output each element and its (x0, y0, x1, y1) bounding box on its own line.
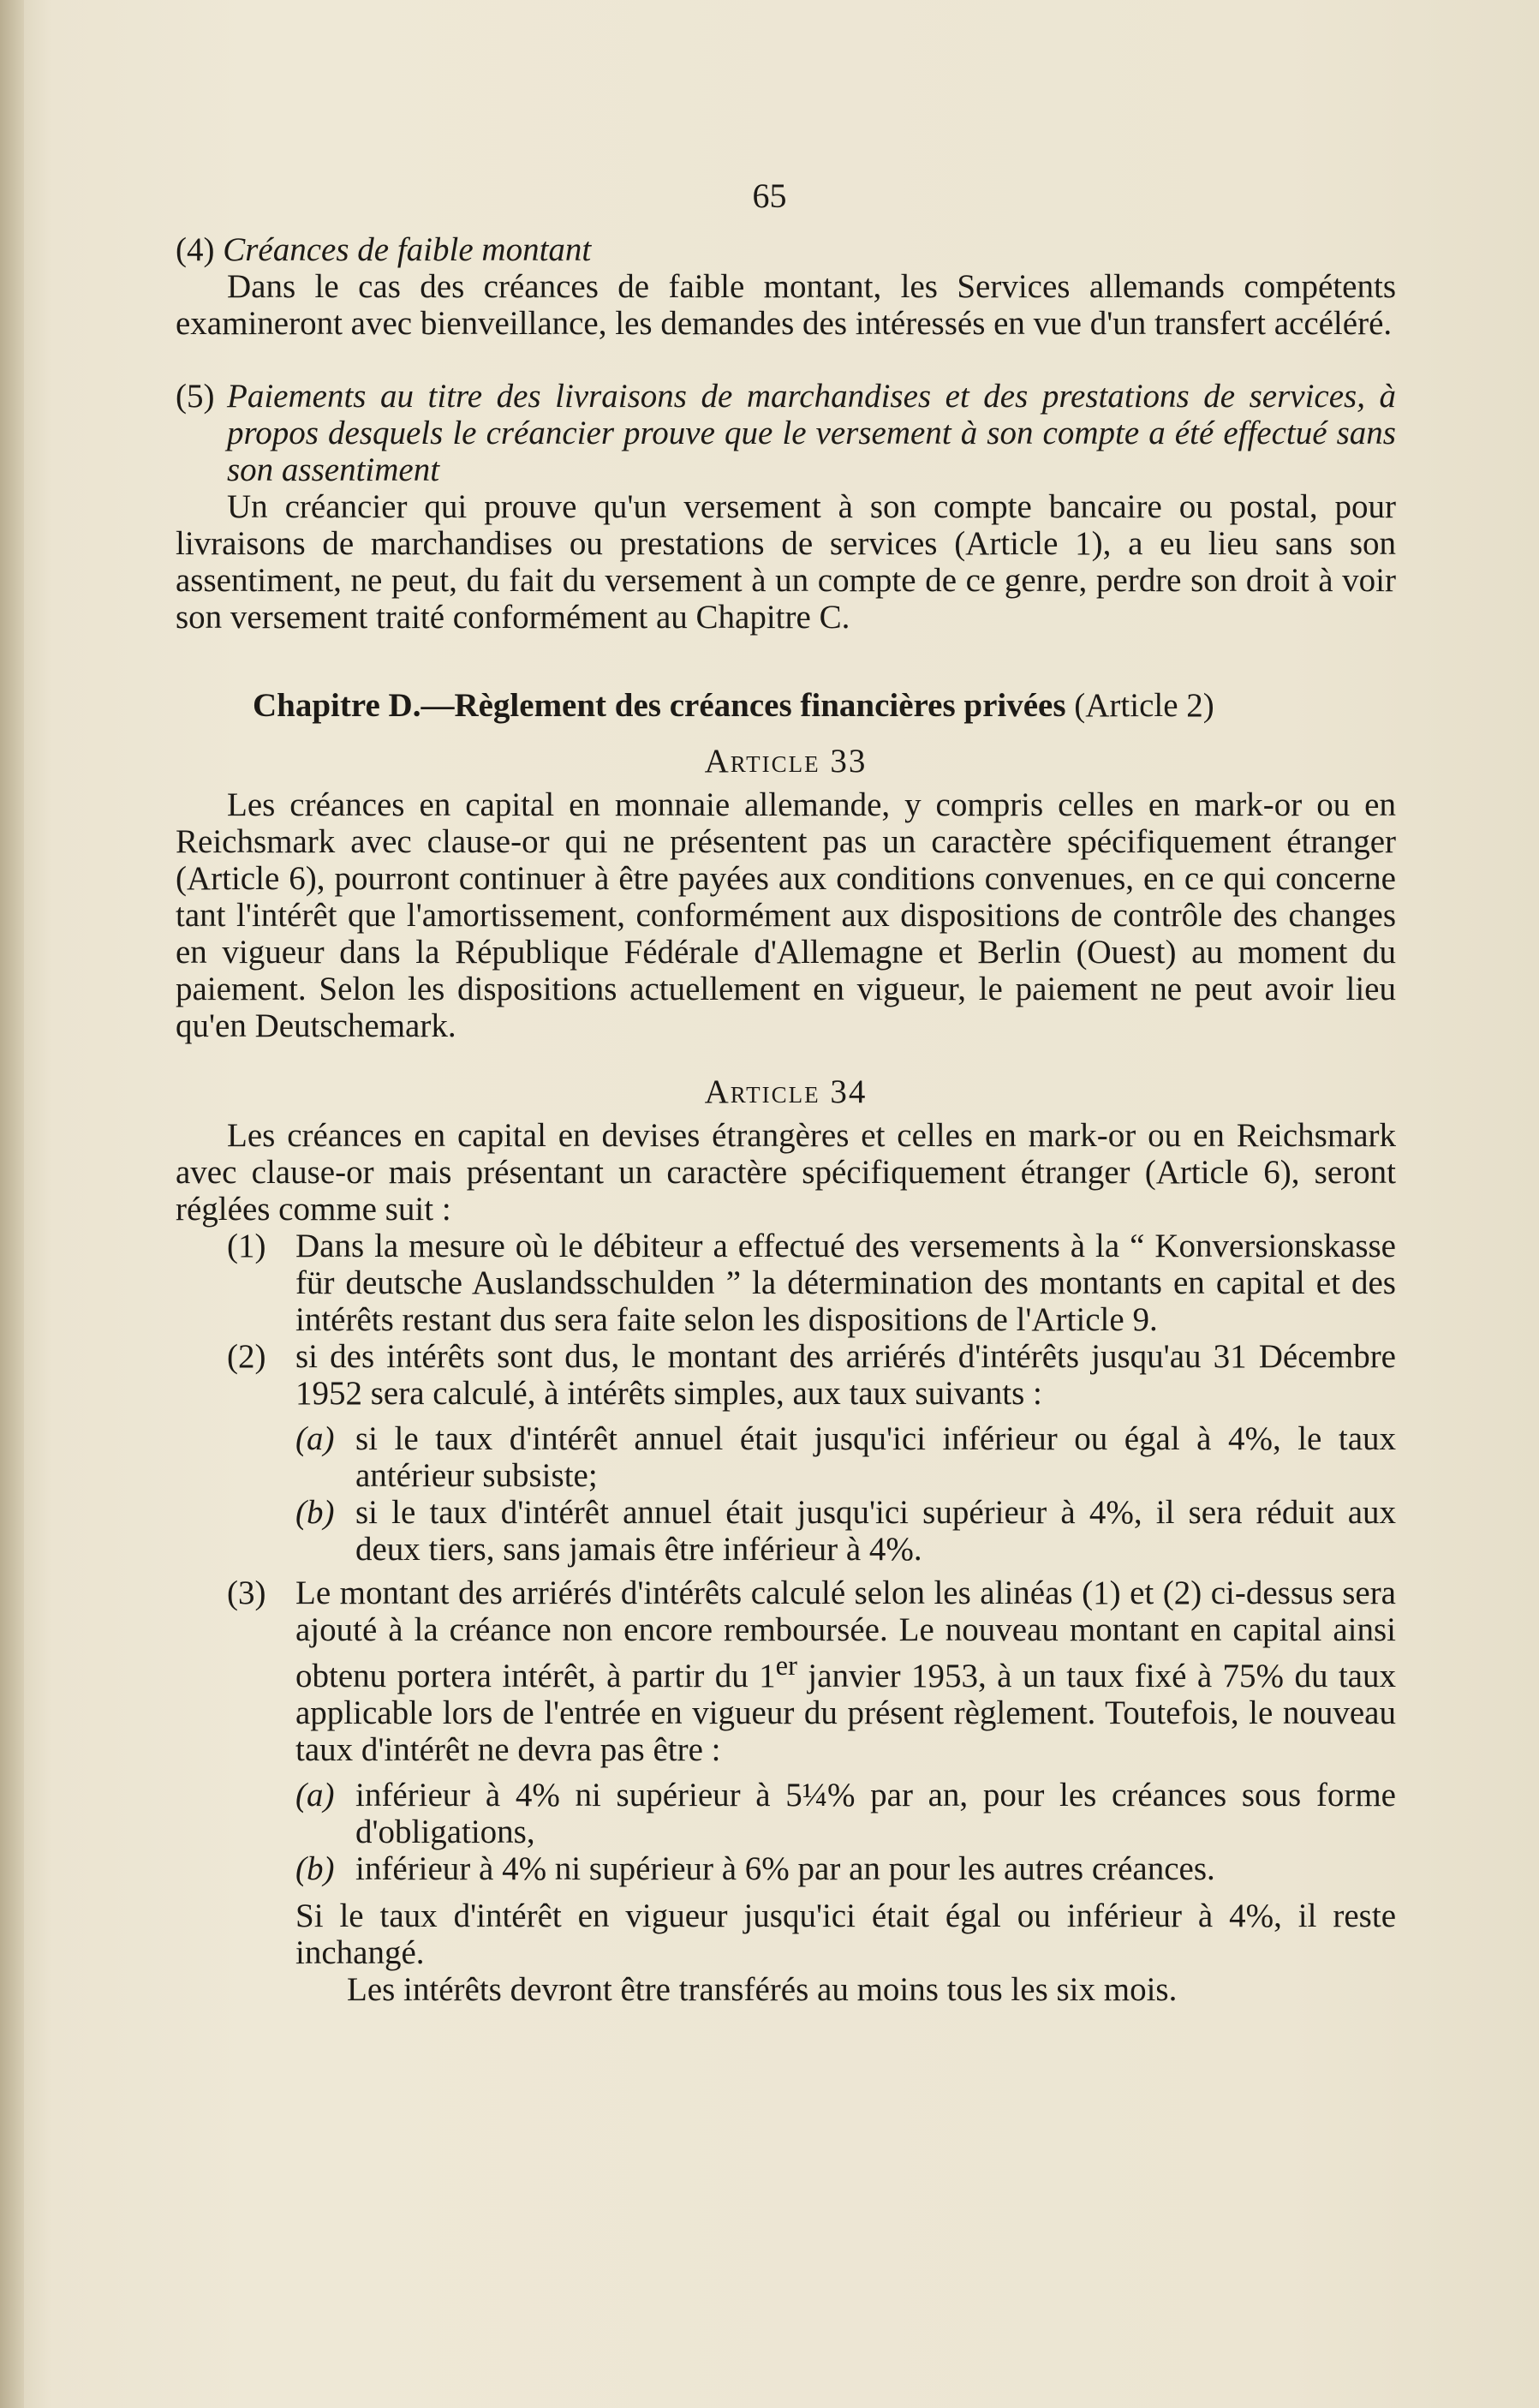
chapter-d-article-ref: (Article 2) (1065, 687, 1214, 724)
article-33-body: Les créances en capital en monnaie allemande, y compris celles en mark-or ou en Reichsmark avec clause-or qui ne présentent pas un caractère spécifiquement étranger (Article 6), pourront continuer à être payées aux conditions convenues, en ce qui concerne tant l'intérêt que l'amortissement, conformément aux dispositions de contrôle des changes en vigueur dans la République Fédérale d'Allemagne et Berlin (Ouest) au moment du paiement. Selon les dispositions actuellement en vigueur, le paiement ne peut avoir lieu qu'en Deutschemark. (176, 786, 1396, 1044)
item-text (295, 1574, 1396, 1768)
page-content (176, 231, 1396, 2015)
section-5-title: Paiements au titre des livraisons de marchandises et des prestations de services, à propos desquels le créancier prouve que le versement à son compte a été effectué sans son assentiment (227, 378, 1396, 488)
item-2-sublist (295, 1420, 1396, 1568)
section-4-body: Dans le cas des créances de faible montant, les Services allemands compétents examineront avec bienveillance, les demandes des intéressés en vue d'un transfert accéléré. (176, 268, 1396, 342)
item-3-tail: Si le taux d'intérêt en vigueur jusqu'ici était égal ou inférieur à 4%, il reste inchangé. (295, 1897, 1396, 1971)
item-label: (3) (227, 1574, 266, 1611)
item-label: (b) (295, 1494, 335, 1531)
article-34-intro: Les créances en capital en devises étrangères et celles en mark-or ou en Reichsmark avec clause-or mais présentant un caractère spécifiquement étranger (Article 6), seront réglées comme suit : (176, 1117, 1396, 1228)
item-text: inférieur à 4% ni supérieur à 5¼% par an, pour les créances sous forme d'obligations, (355, 1777, 1396, 1850)
item-3-transfer-note: Les intérêts devront être transférés au moins tous les six mois. (347, 1971, 1178, 2008)
list-item (295, 1777, 1396, 1850)
item-label: (2) (227, 1338, 266, 1375)
item-3-text-part1: Le montant des arriérés d'intérêts calculé selon les alinéas (1) et (2) ci-dessus sera ajouté à la créance non encore remboursée. Le nouveau montant en capital ainsi obtenu portera intérêt, à partir du 1 (295, 1574, 1396, 1694)
superscript: er (775, 1651, 797, 1682)
section-5-body: Un créancier qui prouve qu'un versement à son compte bancaire ou postal, pour livraisons de marchandises ou prestations de services (Article 1), a eu lieu sans son assentiment, ne peut, du fait du versement à un compte de ce genre, perdre son droit à voir son versement traité conformément au Chapitre C. (176, 488, 1396, 636)
book-spine-shadow (0, 0, 24, 2408)
list-item (295, 1850, 1396, 1887)
section-5-heading (176, 378, 1396, 488)
item-label: (a) (295, 1777, 335, 1813)
item-label: (b) (295, 1850, 335, 1887)
list-item (295, 1420, 1396, 1494)
item-3-text-part2: janvier 1953, à un taux fixé à 75% du taux applicable lors de l'entrée en vigueur du présent règlement. Toutefois, le nouveau taux d'intérêt ne devra pas être : (295, 1658, 1396, 1768)
article-34-heading: Article 34 (704, 1073, 868, 1110)
item-label: (a) (295, 1420, 335, 1457)
chapter-d-heading (253, 687, 1396, 724)
item-text: si des intérêts sont dus, le montant des arriérés d'intérêts jusqu'au 31 Décembre 1952 sera calculé, à intérêts simples, aux taux suivants : (295, 1338, 1396, 1412)
item-text: inférieur à 4% ni supérieur à 6% par an pour les autres créances. (355, 1850, 1215, 1887)
chapter-d-title: Chapitre D.—Règlement des créances financières privées (253, 687, 1066, 724)
item-text: Dans la mesure où le débiteur a effectué des versements à la “ Konversionskasse für deutsche Auslandsschulden ” la détermination des montants en capital et des intérêts restant dus sera faite selon les dispositions de l'Article 9. (295, 1228, 1396, 1338)
item-3-sublist (295, 1777, 1396, 2008)
list-item (227, 1574, 1396, 1768)
section-4-number: (4) (176, 231, 215, 268)
item-text: si le taux d'intérêt annuel était jusqu'ici inférieur ou égal à 4%, le taux antérieur subsiste; (355, 1420, 1396, 1494)
item-text: si le taux d'intérêt annuel était jusqu'ici supérieur à 4%, il sera réduit aux deux tiers, sans jamais être inférieur à 4%. (355, 1494, 1396, 1568)
item-label: (1) (227, 1228, 266, 1264)
list-item (295, 1494, 1396, 1568)
list-item (227, 1228, 1396, 1338)
article-33-heading: Article 33 (704, 743, 868, 780)
section-4-title: Créances de faible montant (223, 231, 592, 268)
article-34-list (227, 1228, 1396, 2008)
section-4-heading (176, 231, 1396, 268)
page-number: 65 (752, 176, 787, 215)
section-5-number: (5) (176, 378, 215, 415)
list-item (227, 1338, 1396, 1412)
